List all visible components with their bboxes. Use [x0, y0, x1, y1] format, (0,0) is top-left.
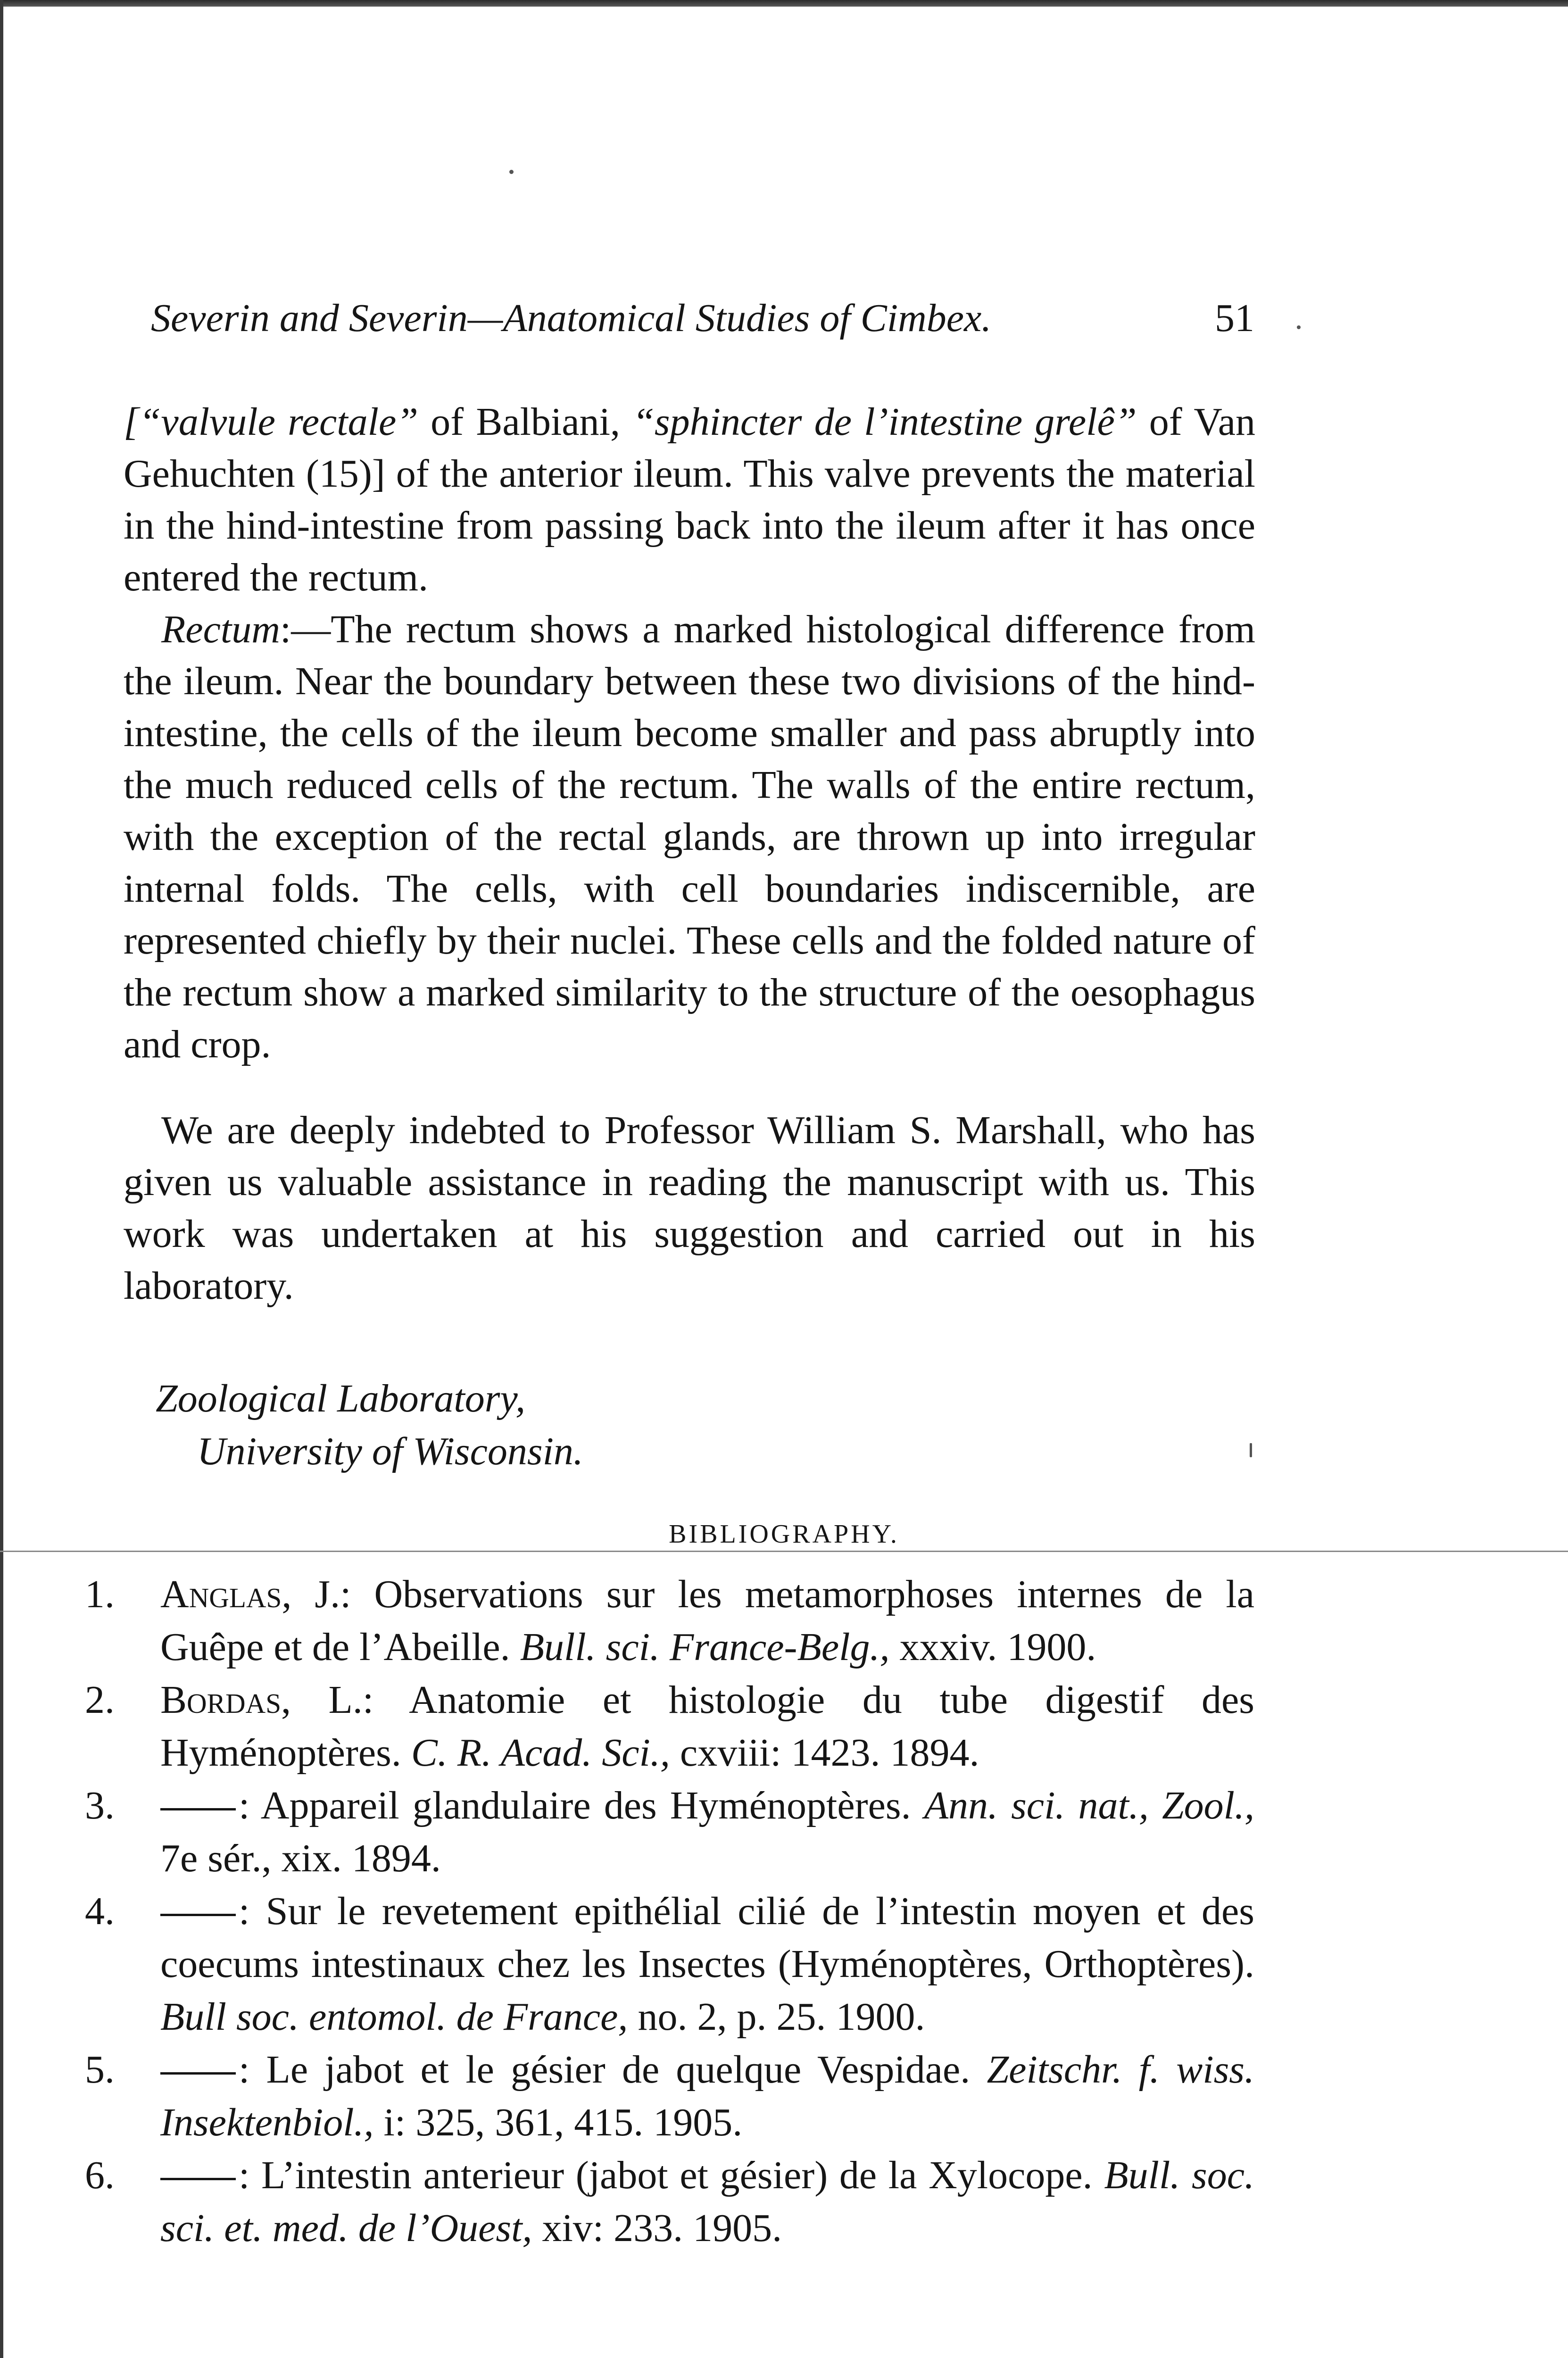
entry-details: i: 325, 361, 415. 1905. — [373, 2101, 743, 2144]
scan-speck — [1297, 325, 1301, 329]
paragraph-text: of Van Gehuchten (15)] of the anterior ileum. This valve prevents the material in the hind-intestine from passing back into the ileum after it has once entered the rectum. — [124, 400, 1255, 599]
bibliography-list — [85, 1568, 1254, 2255]
ditto-dash — [160, 2072, 236, 2075]
entry-number: 1. — [85, 1572, 115, 1616]
ditto-dash — [160, 2178, 236, 2180]
entry-title: Anatomie et histologie du tube digestif des Hyménoptères. — [160, 1678, 1254, 1775]
bibliography-entry — [85, 1885, 1254, 2043]
ditto-dash — [160, 1914, 236, 1916]
entry-title: Observations sur les metamorphoses internes de la Guêpe et de l’Abeille. — [160, 1572, 1254, 1669]
affiliation-lab: Zoological Laboratory, — [156, 1377, 526, 1420]
entry-journal: Zeitschr. f. wiss. Insektenbiol., — [160, 2048, 1254, 2144]
section-lead: Rectum — [161, 607, 280, 651]
entry-number: 4. — [85, 1889, 115, 1933]
entry-title: : Appareil glandulaire des Hyménoptères. — [239, 1784, 924, 1827]
entry-journal: Bull. sci. France-Belg., — [520, 1625, 890, 1669]
bibliography-entry — [85, 1674, 1254, 1779]
paragraph-rectal-valve — [124, 396, 1255, 604]
ditto-dash — [160, 1808, 236, 1810]
running-head: Severin and Severin—Anatomical Studies of Cimbex. — [151, 296, 992, 340]
page-number: 51 — [1215, 296, 1254, 340]
entry-details: cxviii: 1423. 1894. — [670, 1731, 979, 1775]
entry-journal: Ann. sci. nat., Zool., — [924, 1784, 1254, 1827]
affiliation-university: University of Wisconsin. — [197, 1429, 583, 1473]
paragraph-text: of Balbiani, — [418, 400, 633, 444]
entry-journal: Bull soc. entomol. de France, — [160, 1995, 628, 2039]
bibliography-entry — [85, 1779, 1254, 1885]
entry-title: : Le jabot et le gésier de quelque Vespidae. — [239, 2048, 987, 2092]
italic-term: “sphincter de l’intestine grelê” — [632, 400, 1137, 444]
entry-title: : L’intestin anterieur (jabot et gésier) de la Xylocope. — [239, 2153, 1104, 2197]
scan-speck — [509, 170, 514, 174]
scan-border-top — [0, 0, 1568, 7]
scan-speck — [1250, 1443, 1252, 1457]
affiliation — [156, 1372, 583, 1478]
italic-term: [“valvule rectale” — [124, 400, 418, 444]
bibliography-heading: BIBLIOGRAPHY. — [669, 1519, 899, 1549]
entry-author: Anglas, J.: — [160, 1572, 351, 1616]
paragraph-acknowledgement: We are deeply indebted to Professor William S. Marshall, who has given us valuable assistance in reading the manuscript with us. This work was undertaken at his suggestion and carried out in his laboratory. — [124, 1108, 1255, 1308]
scan-fold-line — [0, 1551, 1568, 1552]
entry-journal: Bull. soc. sci. et. med. de l’Ouest, — [160, 2153, 1254, 2250]
entry-title: : Sur le revetement epithélial cilié de l’intestin moyen et des coecums intestinaux chez les Insectes (Hyménoptères, Orthoptères). — [160, 1889, 1254, 1986]
entry-number: 6. — [85, 2153, 115, 2197]
entry-number: 2. — [85, 1678, 115, 1722]
entry-details: xxxiv. 1900. — [889, 1625, 1096, 1669]
paragraph-rectum — [124, 604, 1255, 1071]
bibliography-entry — [85, 2043, 1254, 2149]
entry-journal: C. R. Acad. Sci., — [411, 1731, 670, 1775]
body-text — [124, 396, 1255, 1312]
paragraph-text: :—The rectum shows a marked histological difference from the ileum. Near the boundary between these two divisions of the hind-intestine, the cells of the ileum become smaller and pass abruptly into the much reduced cells of the rectum. The walls of the entire rectum, with the exception of the rectal glands, are thrown up into irregular internal folds. The cells, with cell boundaries indiscernible, are represented chiefly by their nuclei. These cells and the folded nature of the rectum show a marked similarity to the structure of the oesophagus and crop. — [124, 607, 1255, 1066]
entry-number: 3. — [85, 1784, 115, 1827]
entry-details: 7e sér., xix. 1894. — [160, 1836, 441, 1880]
scan-border-left — [0, 0, 3, 2358]
entry-author: Bordas, L.: — [160, 1678, 374, 1722]
entry-number: 5. — [85, 2048, 115, 2092]
bibliography-entry — [85, 2149, 1254, 2255]
bibliography-entry — [85, 1568, 1254, 1674]
entry-details: no. 2, p. 25. 1900. — [628, 1995, 925, 2039]
entry-details: xiv: 233. 1905. — [532, 2206, 782, 2250]
